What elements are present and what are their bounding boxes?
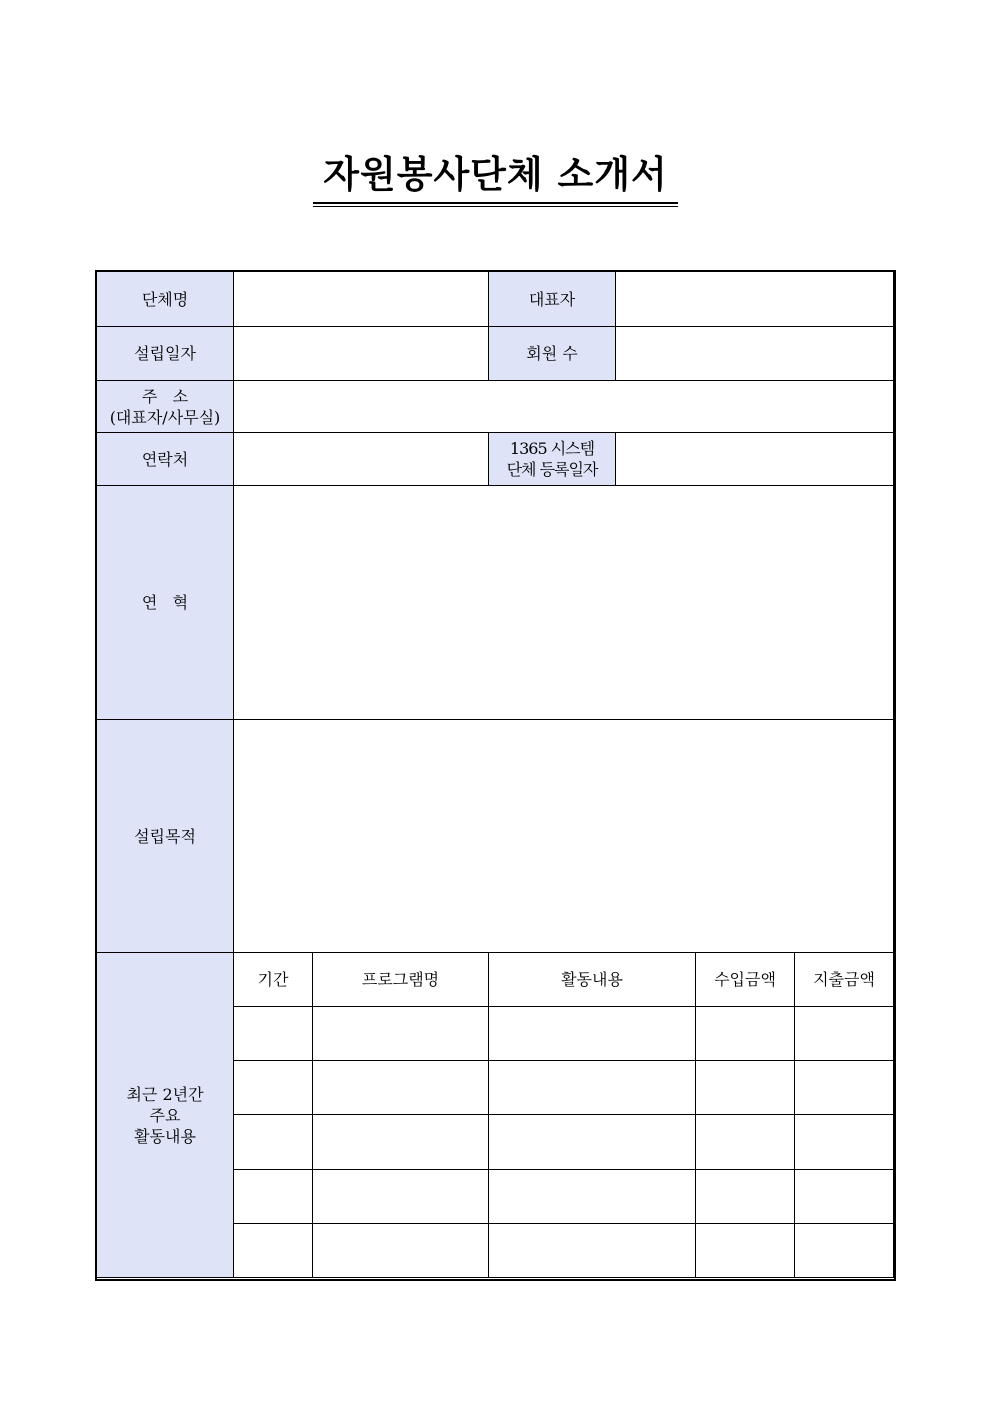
activities-label-line3: 활동내용 xyxy=(134,1126,196,1146)
group-name-label: 단체명 xyxy=(97,272,234,327)
address-label-line2: (대표자/사무실) xyxy=(109,407,221,427)
representative-field[interactable] xyxy=(616,272,894,327)
member-count-field[interactable] xyxy=(616,327,894,381)
expense-cell[interactable] xyxy=(795,1061,894,1115)
expense-cell[interactable] xyxy=(795,1170,894,1224)
income-cell[interactable] xyxy=(696,1224,795,1278)
address-label xyxy=(97,381,234,433)
income-cell[interactable] xyxy=(696,1170,795,1224)
period-cell[interactable] xyxy=(234,1007,313,1061)
document-title: 자원봉사단체 소개서 xyxy=(323,153,668,196)
registration-date-field[interactable] xyxy=(616,433,894,486)
income-cell[interactable] xyxy=(696,1115,795,1170)
member-count-label: 회원 수 xyxy=(489,327,616,381)
history-label: 연 혁 xyxy=(97,486,234,720)
registration-date-label xyxy=(489,433,616,486)
expense-cell[interactable] xyxy=(795,1007,894,1061)
title-underline xyxy=(313,202,678,207)
title-block xyxy=(313,150,678,207)
column-header-program: 프로그램명 xyxy=(313,953,489,1007)
program-cell[interactable] xyxy=(313,1115,489,1170)
expense-cell[interactable] xyxy=(795,1224,894,1278)
address-label-line1: 주 소 xyxy=(141,386,189,406)
purpose-label: 설립목적 xyxy=(97,720,234,953)
activity-cell[interactable] xyxy=(489,1170,696,1224)
representative-label: 대표자 xyxy=(489,272,616,327)
column-header-period: 기간 xyxy=(234,953,313,1007)
founded-date-field[interactable] xyxy=(234,327,489,381)
period-cell[interactable] xyxy=(234,1224,313,1278)
program-cell[interactable] xyxy=(313,1007,489,1061)
activities-label-line2: 주요 xyxy=(149,1105,181,1125)
intro-form-table xyxy=(96,271,894,1278)
program-cell[interactable] xyxy=(313,1170,489,1224)
activities-label-line1: 최근 2년간 xyxy=(126,1084,204,1104)
activities-label xyxy=(97,953,234,1278)
activity-cell[interactable] xyxy=(489,1224,696,1278)
income-cell[interactable] xyxy=(696,1061,795,1115)
activity-cell[interactable] xyxy=(489,1115,696,1170)
column-header-expense: 지출금액 xyxy=(795,953,894,1007)
period-cell[interactable] xyxy=(234,1115,313,1170)
column-header-income: 수입금액 xyxy=(696,953,795,1007)
expense-cell[interactable] xyxy=(795,1115,894,1170)
history-field[interactable] xyxy=(234,486,894,720)
address-field[interactable] xyxy=(234,381,894,433)
registration-label-line2: 단체 등록일자 xyxy=(506,460,598,479)
activity-cell[interactable] xyxy=(489,1061,696,1115)
contact-label: 연락처 xyxy=(97,433,234,486)
column-header-activity: 활동내용 xyxy=(489,953,696,1007)
registration-label-line1: 1365 시스템 xyxy=(509,439,595,458)
purpose-field[interactable] xyxy=(234,720,894,953)
period-cell[interactable] xyxy=(234,1170,313,1224)
program-cell[interactable] xyxy=(313,1061,489,1115)
income-cell[interactable] xyxy=(696,1007,795,1061)
contact-field[interactable] xyxy=(234,433,489,486)
founded-date-label: 설립일자 xyxy=(97,327,234,381)
group-name-field[interactable] xyxy=(234,272,489,327)
period-cell[interactable] xyxy=(234,1061,313,1115)
activity-cell[interactable] xyxy=(489,1007,696,1061)
program-cell[interactable] xyxy=(313,1224,489,1278)
